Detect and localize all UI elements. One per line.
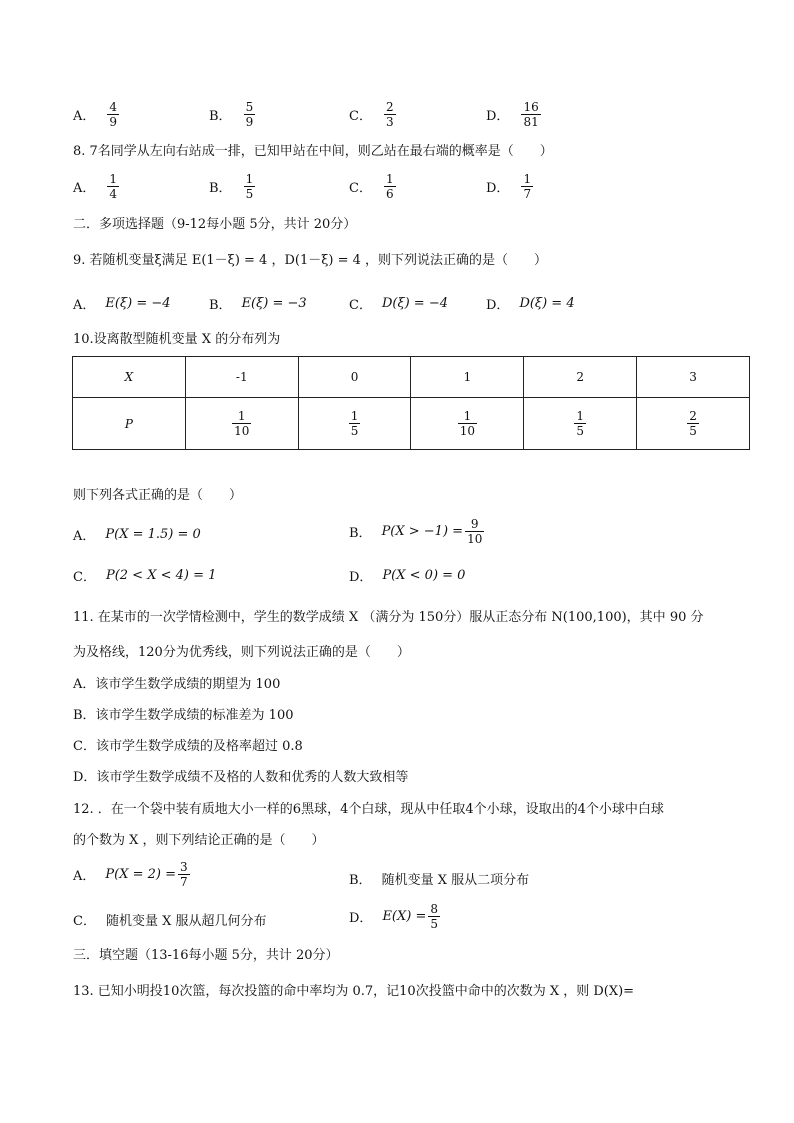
fraction: $\frac{5}{9}$	[245, 100, 254, 129]
table-cell: 3	[637, 357, 750, 398]
fraction: $\frac{1}{7}$	[523, 172, 532, 201]
q11-option-a: A．该市学生数学成绩的期望为 100	[73, 677, 281, 692]
table-cell: -1	[185, 357, 298, 398]
q11-stem-line1: 11. 在某市的一次学情检测中，学生的数学成绩 X （满分为 150分）服从正态分布 N(100,100)，其中 90 分	[73, 610, 704, 625]
fraction: $\frac{9}{10}$	[467, 517, 483, 546]
q11-stem-line2: 为及格线，120分为优秀线，则下列说法正确的是（ ）	[73, 645, 410, 660]
distribution-table	[72, 356, 750, 450]
q8-option-c: C． $\frac{1}{6}$	[349, 172, 394, 201]
q10-option-c: C． P(2 < X < 4) = 1	[73, 568, 217, 585]
q10-option-b: B． P(X > −1) = $\frac{9}{10}$	[349, 517, 483, 546]
q10-stem: 10.设离散型随机变量 X 的分布列为	[73, 332, 281, 347]
fraction: $\frac{1}{6}$	[385, 172, 394, 201]
table-row	[73, 398, 750, 450]
table-header-cell: P	[73, 398, 186, 450]
section-heading-multiple-choice: 二．多项选择题（9-12每小题 5分，共计 20分）	[73, 217, 357, 232]
q8-option-d: D． $\frac{1}{7}$	[486, 172, 532, 201]
q7-option-a: A． $\frac{4}{9}$	[73, 100, 118, 129]
fraction: $\frac{1}{4}$	[109, 172, 118, 201]
fraction: $\frac{16}{81}$	[523, 100, 539, 129]
q12-option-a: A． P(X = 2) = $\frac{3}{7}$	[73, 860, 188, 889]
q11-option-b: B．该市学生数学成绩的标准差为 100	[73, 708, 294, 723]
q8-option-b: B． $\frac{1}{5}$	[209, 172, 254, 201]
fraction: $\frac{4}{9}$	[109, 100, 118, 129]
q11-option-c: C．该市学生数学成绩的及格率超过 0.8	[73, 739, 303, 754]
q9-option-a: A． E(ξ) = −4	[73, 296, 171, 313]
q12-option-d: D． E(X) = $\frac{8}{5}$	[349, 902, 438, 931]
q7-option-c: C． $\frac{2}{3}$	[349, 100, 394, 129]
fraction: $\frac{3}{7}$	[180, 860, 188, 889]
q7-option-b: B． $\frac{5}{9}$	[209, 100, 254, 129]
q8-stem: 8. 7名同学从左向右站成一排，已知甲站在中间，则乙站在最右端的概率是（ ）	[73, 144, 553, 159]
table-cell: $\frac{1}{10}$	[411, 398, 524, 450]
fraction: $\frac{2}{3}$	[385, 100, 394, 129]
q9-stem: 9. 若随机变量ξ满足 E(1－ξ) = 4 ，D(1－ξ) = 4 ，则下列说法正确的是（ ）	[73, 253, 548, 268]
q9-option-c: C． D(ξ) = −4	[349, 296, 449, 313]
fraction: $\frac{8}{5}$	[430, 902, 438, 931]
table-cell: $\frac{1}{5}$	[524, 398, 637, 450]
table-cell: $\frac{1}{10}$	[185, 398, 298, 450]
table-cell: $\frac{2}{5}$	[637, 398, 750, 450]
table-cell: 1	[411, 357, 524, 398]
q12-stem-line2: 的个数为 X ，则下列结论正确的是（ ）	[73, 833, 325, 848]
q13-stem: 13. 已知小明投10次篮，每次投篮的命中率均为 0.7，记10次投篮中命中的次数为 X ，则 D(X)=	[73, 984, 635, 999]
q8-option-a: A． $\frac{1}{4}$	[73, 172, 118, 201]
fraction: $\frac{1}{5}$	[245, 172, 254, 201]
q10-option-a: A． P(X = 1.5) = 0	[73, 527, 201, 544]
table-row	[73, 357, 750, 398]
q7-option-d: D． $\frac{16}{81}$	[486, 100, 539, 129]
table-cell: $\frac{1}{5}$	[298, 398, 411, 450]
q12-option-c: C． 随机变量 X 服从超几何分布	[73, 914, 267, 929]
table-cell: 0	[298, 357, 411, 398]
q10-option-d: D． P(X < 0) = 0	[349, 568, 466, 585]
table-header-cell: X	[73, 357, 186, 398]
table-cell: 2	[524, 357, 637, 398]
q9-option-d: D． D(ξ) = 4	[486, 296, 575, 313]
q12-stem-line1: 12. ．在一个袋中装有质地大小一样的6黑球，4个白球，现从中任取4个小球，设取出的4个小球中白球	[73, 802, 664, 817]
q11-option-d: D．该市学生数学成绩不及格的人数和优秀的人数大致相等	[73, 770, 409, 785]
section-heading-fill-in: 三．填空题（13-16每小题 5分，共计 20分）	[73, 948, 339, 963]
q12-option-b: B． 随机变量 X 服从二项分布	[349, 873, 530, 888]
q9-option-b: B． E(ξ) = −3	[209, 296, 307, 313]
q10-prompt: 则下列各式正确的是（ ）	[73, 488, 243, 503]
